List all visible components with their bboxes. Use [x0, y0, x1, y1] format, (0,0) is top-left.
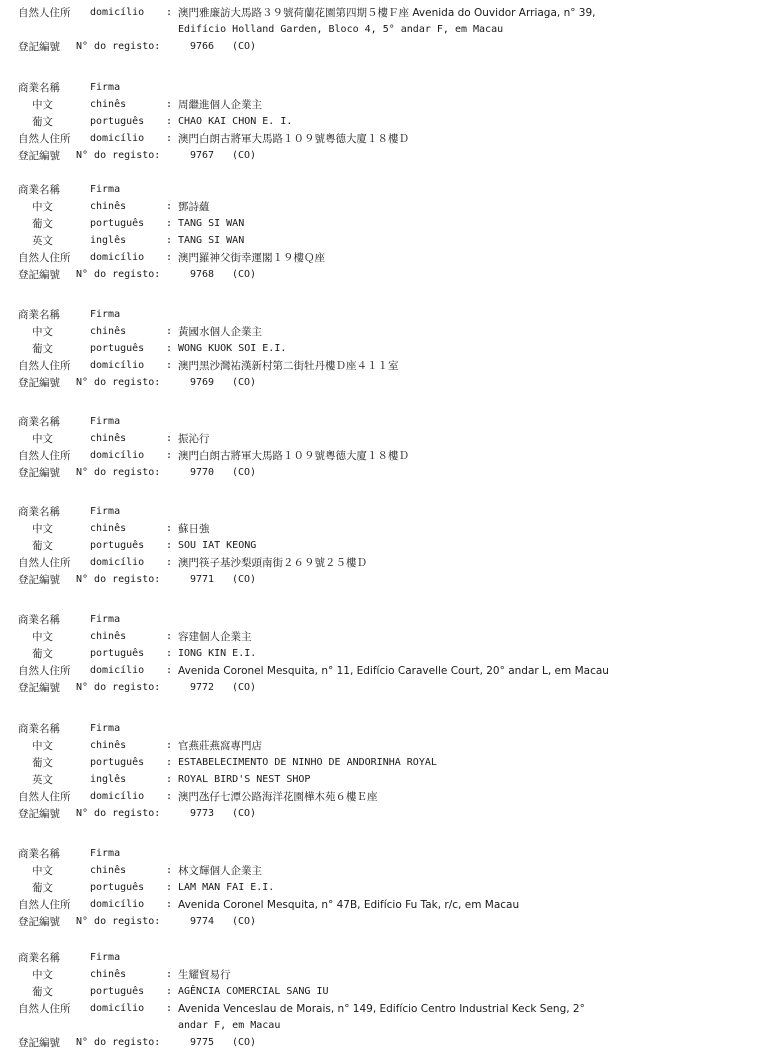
- registry-label-pt: N° do registo:: [76, 808, 161, 819]
- portuguese-label-zh: 葡文: [32, 343, 53, 355]
- registry-tag: (CO): [232, 574, 257, 585]
- firma-label-pt: Firma: [90, 952, 121, 963]
- colon: :: [166, 665, 173, 676]
- portuguese-name: SOU IAT KEONG: [178, 540, 257, 551]
- registry-tag: (CO): [232, 808, 257, 819]
- domicile-address: 澳門雅廉訪大馬路３９號荷蘭花園第四期５樓Ｆ座 Avenida do Ouvidor Arriaga, n° 39,: [178, 7, 596, 19]
- registry-number: 9775: [190, 1037, 215, 1048]
- chinese-label-zh: 中文: [32, 99, 53, 111]
- domicile-address: Avenida Venceslau de Morais, n° 149, Edifício Centro Industrial Keck Seng, 2°: [178, 1003, 585, 1015]
- domicile-label-zh: 自然人住所: [18, 791, 71, 803]
- colon: :: [166, 523, 173, 534]
- colon: :: [166, 740, 173, 751]
- chinese-label-zh: 中文: [32, 523, 53, 535]
- domicile-label-pt: domicílio: [90, 899, 145, 910]
- chinese-label-pt: chinês: [90, 740, 127, 751]
- chinese-label-zh: 中文: [32, 326, 53, 338]
- chinese-label-pt: chinês: [90, 99, 127, 110]
- colon: :: [166, 99, 173, 110]
- portuguese-label-pt: português: [90, 218, 145, 229]
- colon: :: [166, 631, 173, 642]
- chinese-label-zh: 中文: [32, 740, 53, 752]
- colon: :: [166, 882, 173, 893]
- chinese-name: 黃國水個人企業主: [178, 326, 262, 338]
- colon: :: [166, 540, 173, 551]
- registry-label-zh: 登記編號: [18, 916, 60, 928]
- domicile-address: 澳門羅神父街幸運閣１９樓Ｑ座: [178, 252, 325, 264]
- domicile-label-pt: domicílio: [90, 665, 145, 676]
- english-label-pt: inglês: [90, 235, 127, 246]
- portuguese-label-pt: português: [90, 648, 145, 659]
- colon: :: [166, 116, 173, 127]
- firma-label-pt: Firma: [90, 416, 121, 427]
- colon: :: [166, 433, 173, 444]
- chinese-label-pt: chinês: [90, 433, 127, 444]
- firma-label-zh: 商業名稱: [18, 309, 60, 321]
- chinese-label-zh: 中文: [32, 865, 53, 877]
- chinese-label-zh: 中文: [32, 969, 53, 981]
- portuguese-label-pt: português: [90, 757, 145, 768]
- registry-label-zh: 登記編號: [18, 1037, 60, 1049]
- chinese-label-zh: 中文: [32, 201, 53, 213]
- domicile-label-zh: 自然人住所: [18, 1003, 71, 1015]
- portuguese-label-pt: português: [90, 116, 145, 127]
- domicile-address: 澳門白朗古將軍大馬路１０９號粵德大廈１８樓Ｄ: [178, 133, 409, 145]
- firma-label-zh: 商業名稱: [18, 952, 60, 964]
- registry-number: 9768: [190, 269, 215, 280]
- firma-label-pt: Firma: [90, 723, 121, 734]
- colon: :: [166, 450, 173, 461]
- firma-label-pt: Firma: [90, 506, 121, 517]
- registry-label-pt: N° do registo:: [76, 269, 161, 280]
- registry-label-pt: N° do registo:: [76, 1037, 161, 1048]
- portuguese-label-pt: português: [90, 882, 145, 893]
- colon: :: [166, 252, 173, 263]
- domicile-label-zh: 自然人住所: [18, 899, 71, 911]
- registry-number: 9767: [190, 150, 215, 161]
- firma-label-zh: 商業名稱: [18, 848, 60, 860]
- domicile-address: 澳門氹仔七潭公路海洋花園樺木苑６樓Ｅ座: [178, 791, 378, 803]
- firma-label-zh: 商業名稱: [18, 614, 60, 626]
- portuguese-label-pt: português: [90, 986, 145, 997]
- chinese-name: 林文輝個人企業主: [178, 865, 262, 877]
- registry-label-zh: 登記編號: [18, 41, 60, 53]
- chinese-label-pt: chinês: [90, 326, 127, 337]
- registry-label-zh: 登記編號: [18, 269, 60, 281]
- domicile-label-pt: domicílio: [90, 133, 145, 144]
- registry-label-zh: 登記編號: [18, 467, 60, 479]
- domicile-address: 澳門黑沙灣祐漢新村第二街牡丹樓Ｄ座４１１室: [178, 360, 399, 372]
- chinese-label-pt: chinês: [90, 201, 127, 212]
- registry-label-pt: N° do registo:: [76, 682, 161, 693]
- registry-number: 9766: [190, 41, 215, 52]
- chinese-name: 容建個人企業主: [178, 631, 252, 643]
- firma-label-zh: 商業名稱: [18, 416, 60, 428]
- firma-label-pt: Firma: [90, 309, 121, 320]
- chinese-name: 蘇日強: [178, 523, 210, 535]
- english-name: ROYAL BIRD'S NEST SHOP: [178, 774, 311, 785]
- english-label-zh: 英文: [32, 774, 53, 786]
- registry-number: 9770: [190, 467, 215, 478]
- chinese-name: 官燕莊燕窩專門店: [178, 740, 262, 752]
- portuguese-name: CHAO KAI CHON E. I.: [178, 116, 293, 127]
- chinese-name: 生耀貿易行: [178, 969, 231, 981]
- domicile-address: 澳門筷子基沙梨頭南街２６９號２５樓Ｄ: [178, 557, 367, 569]
- colon: :: [166, 986, 173, 997]
- registry-number: 9769: [190, 377, 215, 388]
- chinese-label-pt: chinês: [90, 523, 127, 534]
- registry-label-pt: N° do registo:: [76, 150, 161, 161]
- domicile-label-pt: domicílio: [90, 252, 145, 263]
- english-label-pt: inglês: [90, 774, 127, 785]
- firma-label-pt: Firma: [90, 82, 121, 93]
- colon: :: [166, 648, 173, 659]
- domicile-label-pt: domicílio: [90, 1003, 145, 1014]
- chinese-label-zh: 中文: [32, 631, 53, 643]
- registry-label-zh: 登記編號: [18, 150, 60, 162]
- firma-label-pt: Firma: [90, 614, 121, 625]
- portuguese-label-pt: português: [90, 343, 145, 354]
- chinese-label-pt: chinês: [90, 631, 127, 642]
- domicile-label-zh: 自然人住所: [18, 7, 71, 19]
- domicile-label-pt: domicílio: [90, 791, 145, 802]
- registry-label-zh: 登記編號: [18, 377, 60, 389]
- domicile-address: Avenida Coronel Mesquita, n° 47B, Edifício Fu Tak, r/c, em Macau: [178, 899, 520, 911]
- portuguese-label-zh: 葡文: [32, 116, 53, 128]
- colon: :: [166, 218, 173, 229]
- registry-tag: (CO): [232, 467, 257, 478]
- colon: :: [166, 557, 173, 568]
- colon: :: [166, 774, 173, 785]
- domicile-address: Avenida Coronel Mesquita, n° 11, Edifício Caravelle Court, 20° andar L, em Macau: [178, 665, 609, 677]
- portuguese-label-zh: 葡文: [32, 757, 53, 769]
- domicile-label-zh: 自然人住所: [18, 450, 71, 462]
- colon: :: [166, 865, 173, 876]
- colon: :: [166, 343, 173, 354]
- domicile-label-zh: 自然人住所: [18, 360, 71, 372]
- colon: :: [166, 201, 173, 212]
- colon: :: [166, 235, 173, 246]
- firma-label-zh: 商業名稱: [18, 82, 60, 94]
- portuguese-name: TANG SI WAN: [178, 218, 245, 229]
- colon: :: [166, 7, 173, 18]
- portuguese-name: IONG KIN E.I.: [178, 648, 257, 659]
- registry-tag: (CO): [232, 682, 257, 693]
- portuguese-name: LAM MAN FAI E.I.: [178, 882, 275, 893]
- chinese-label-pt: chinês: [90, 969, 127, 980]
- registry-number: 9772: [190, 682, 215, 693]
- domicile-label-zh: 自然人住所: [18, 557, 71, 569]
- portuguese-label-zh: 葡文: [32, 218, 53, 230]
- registry-label-zh: 登記編號: [18, 574, 60, 586]
- firma-label-zh: 商業名稱: [18, 723, 60, 735]
- colon: :: [166, 757, 173, 768]
- registry-number: 9773: [190, 808, 215, 819]
- colon: :: [166, 133, 173, 144]
- firma-label-pt: Firma: [90, 184, 121, 195]
- chinese-name: 振沁行: [178, 433, 210, 445]
- registry-tag: (CO): [232, 41, 257, 52]
- registry-tag: (CO): [232, 150, 257, 161]
- colon: :: [166, 326, 173, 337]
- domicile-address-continued: andar F, em Macau: [178, 1020, 281, 1031]
- portuguese-name: WONG KUOK SOI E.I.: [178, 343, 287, 354]
- chinese-label-pt: chinês: [90, 865, 127, 876]
- firma-label-zh: 商業名稱: [18, 184, 60, 196]
- registry-tag: (CO): [232, 377, 257, 388]
- english-label-zh: 英文: [32, 235, 53, 247]
- registry-label-pt: N° do registo:: [76, 377, 161, 388]
- registry-label-pt: N° do registo:: [76, 467, 161, 478]
- portuguese-label-zh: 葡文: [32, 540, 53, 552]
- portuguese-label-pt: português: [90, 540, 145, 551]
- colon: :: [166, 899, 173, 910]
- english-name: TANG SI WAN: [178, 235, 245, 246]
- registry-label-zh: 登記編號: [18, 682, 60, 694]
- firma-label-zh: 商業名稱: [18, 506, 60, 518]
- domicile-label-pt: domicílio: [90, 557, 145, 568]
- domicile-label-pt: domicílio: [90, 360, 145, 371]
- colon: :: [166, 1003, 173, 1014]
- registry-number: 9774: [190, 916, 215, 927]
- registry-tag: (CO): [232, 269, 257, 280]
- chinese-name: 周繼進個人企業主: [178, 99, 262, 111]
- registry-label-pt: N° do registo:: [76, 41, 161, 52]
- portuguese-label-zh: 葡文: [32, 648, 53, 660]
- registry-tag: (CO): [232, 1037, 257, 1048]
- colon: :: [166, 969, 173, 980]
- colon: :: [166, 360, 173, 371]
- colon: :: [166, 791, 173, 802]
- domicile-label-zh: 自然人住所: [18, 665, 71, 677]
- portuguese-label-zh: 葡文: [32, 882, 53, 894]
- registry-tag: (CO): [232, 916, 257, 927]
- registry-number: 9771: [190, 574, 215, 585]
- chinese-label-zh: 中文: [32, 433, 53, 445]
- domicile-label-pt: domicílio: [90, 7, 145, 18]
- firma-label-pt: Firma: [90, 848, 121, 859]
- portuguese-label-zh: 葡文: [32, 986, 53, 998]
- registry-label-pt: N° do registo:: [76, 574, 161, 585]
- portuguese-name: AGÊNCIA COMERCIAL SANG IU: [178, 986, 329, 997]
- domicile-label-pt: domicílio: [90, 450, 145, 461]
- domicile-address-continued: Edifício Holland Garden, Bloco 4, 5° andar F, em Macau: [178, 24, 504, 35]
- chinese-name: 鄧詩蘊: [178, 201, 210, 213]
- registry-label-pt: N° do registo:: [76, 916, 161, 927]
- domicile-label-zh: 自然人住所: [18, 133, 71, 145]
- domicile-address: 澳門白朗古將軍大馬路１０９號粵德大廈１８樓Ｄ: [178, 450, 409, 462]
- domicile-label-zh: 自然人住所: [18, 252, 71, 264]
- portuguese-name: ESTABELECIMENTO DE NINHO DE ANDORINHA ROYAL: [178, 757, 437, 768]
- registry-label-zh: 登記編號: [18, 808, 60, 820]
